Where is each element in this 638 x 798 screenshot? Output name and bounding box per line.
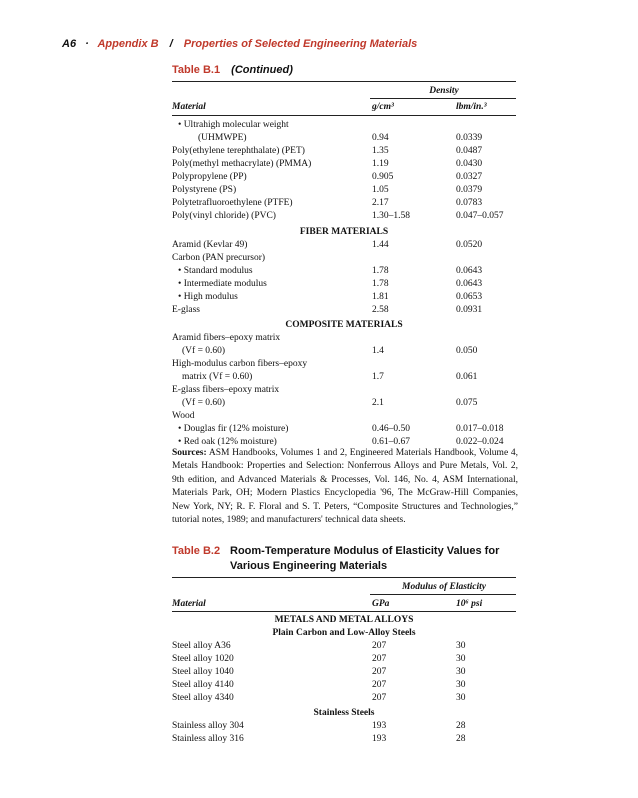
table-b2-column-header	[172, 598, 516, 611]
col-material: Material	[172, 102, 206, 112]
material-cell: matrix (Vf = 0.60)	[182, 372, 253, 382]
table-row	[172, 119, 516, 132]
density-g-cell: 1.81	[372, 292, 389, 302]
density-lb-cell: 0.047–0.057	[456, 211, 504, 221]
gpa-cell: 207	[372, 693, 387, 703]
table-row	[172, 410, 516, 423]
psi-cell: 30	[456, 654, 466, 664]
table-row	[172, 291, 516, 304]
table-b2-group-header	[172, 581, 516, 594]
density-g-cell: 1.78	[372, 266, 389, 276]
col-g-cm3: g/cm³	[372, 102, 394, 112]
material-cell: Carbon (PAN precursor)	[172, 253, 266, 263]
density-lb-cell: 0.050	[456, 346, 478, 356]
table-row	[172, 666, 516, 679]
table-row	[172, 145, 516, 158]
sources-note	[172, 447, 518, 527]
psi-cell: 28	[456, 721, 466, 731]
density-rule	[370, 98, 516, 99]
density-lb-cell: 0.017–0.018	[456, 424, 504, 434]
modulus-header: Modulus of Elasticity	[402, 582, 486, 592]
header-slash: /	[169, 38, 173, 50]
material-cell: Poly(vinyl chloride) (PVC)	[172, 211, 276, 221]
appendix-label: Appendix B	[97, 38, 159, 50]
table-row	[172, 397, 516, 410]
table-b1-top-rule	[172, 81, 516, 82]
material-cell: Aramid (Kevlar 49)	[172, 240, 248, 250]
density-g-cell: 1.05	[372, 185, 389, 195]
gpa-cell: 207	[372, 680, 387, 690]
density-lb-cell: 0.022–0.024	[456, 437, 504, 447]
table-b2-top-rule	[172, 577, 516, 578]
table-row	[172, 692, 516, 705]
table-b1-continued: (Continued)	[231, 64, 293, 76]
density-lb-cell: 0.0653	[456, 292, 483, 302]
table-b1-header-rule	[172, 115, 516, 116]
material-cell: Stainless alloy 304	[172, 721, 244, 731]
density-g-cell: 2.17	[372, 198, 389, 208]
table-b2-title: Room-Temperature Modulus of Elasticity Values for Various Engineering Materials	[230, 545, 500, 572]
table-b1-column-header	[172, 101, 516, 114]
material-cell: Steel alloy 1040	[172, 667, 234, 677]
material-cell: High-modulus carbon fibers–epoxy	[172, 359, 308, 369]
density-lb-cell: 0.0327	[456, 172, 483, 182]
table-row	[172, 239, 516, 252]
sources-label: Sources:	[172, 448, 207, 458]
psi-cell: 30	[456, 667, 466, 677]
density-lb-cell: 0.0931	[456, 305, 483, 315]
material-cell: Polytetrafluoroethylene (PTFE)	[172, 198, 293, 208]
table-b1-caption	[172, 64, 293, 76]
table-row	[172, 358, 516, 371]
density-g-cell: 1.7	[372, 372, 384, 382]
table-row	[172, 184, 516, 197]
material-cell: E-glass fibers–epoxy matrix	[172, 385, 280, 395]
table-row	[172, 653, 516, 666]
composite-materials-title: COMPOSITE MATERIALS	[285, 320, 403, 330]
table-row	[172, 252, 516, 265]
density-lb-cell: 0.0643	[456, 266, 483, 276]
material-cell: • High modulus	[178, 292, 238, 302]
col-psi: 10⁶ psi	[456, 599, 483, 609]
density-lb-cell: 0.0643	[456, 279, 483, 289]
density-g-cell: 0.905	[372, 172, 394, 182]
density-g-cell: 1.4	[372, 346, 384, 356]
gpa-cell: 193	[372, 721, 387, 731]
material-cell: • Standard modulus	[178, 266, 253, 276]
gpa-cell: 207	[372, 654, 387, 664]
density-lb-cell: 0.0430	[456, 159, 483, 169]
table-b1-label: Table B.1	[172, 64, 221, 76]
material-cell: Wood	[172, 411, 195, 421]
table-b2-caption	[172, 544, 510, 574]
material-cell: Steel alloy 4140	[172, 680, 234, 690]
material-cell: Poly(ethylene terephthalate) (PET)	[172, 146, 305, 156]
table-row	[172, 733, 516, 746]
plain-carbon-title: Plain Carbon and Low-Alloy Steels	[272, 628, 416, 638]
density-g-cell: 1.44	[372, 240, 389, 250]
table-b1-group-header	[172, 85, 516, 98]
table-row	[172, 423, 516, 436]
fiber-materials-title: FIBER MATERIALS	[299, 227, 389, 237]
page-number: A6	[62, 38, 77, 50]
table-row	[172, 345, 516, 358]
density-lb-cell: 0.0783	[456, 198, 483, 208]
col-gpa: GPa	[372, 599, 390, 609]
table-row	[172, 640, 516, 653]
density-g-cell: 1.78	[372, 279, 389, 289]
material-cell: Steel alloy 4340	[172, 693, 234, 703]
density-g-cell: 2.58	[372, 305, 389, 315]
material-cell: Steel alloy A36	[172, 641, 231, 651]
table-row	[172, 304, 516, 317]
stainless-title: Stainless Steels	[313, 708, 375, 718]
table-row	[172, 679, 516, 692]
material-cell: Aramid fibers–epoxy matrix	[172, 333, 281, 343]
table-row	[172, 197, 516, 210]
table-row	[172, 384, 516, 397]
density-lb-cell: 0.0339	[456, 133, 483, 143]
gpa-cell: 207	[372, 641, 387, 651]
material-cell: (UHMWPE)	[198, 133, 247, 143]
material-cell: • Douglas fir (12% moisture)	[178, 424, 289, 434]
psi-cell: 30	[456, 693, 466, 703]
density-header: Density	[429, 86, 459, 96]
table-row	[172, 210, 516, 223]
psi-cell: 30	[456, 680, 466, 690]
density-g-cell: 1.30–1.58	[372, 211, 410, 221]
material-cell: Steel alloy 1020	[172, 654, 234, 664]
sources-text: ASM Handbooks, Volumes 1 and 2, Engineered Materials Handbook, Volume 4, Metals Handbook: Properties and Selection: Nonferrous Alloys and Pure Metals, Vol. 2, 9th edition, and Advanced Materials & Processes, Vol. 146, No. 4, ASM International, Materials Park, OH; Modern Plastics Encyclopedia '96, The McGraw-Hill Companies, New York, NY; R. F. Floral and S. T. Peters, “Composite Structures and Technologies,” tutorial notes, 1989; and manufacturers' technical data sheets.	[172, 448, 518, 526]
table-row	[172, 132, 516, 145]
metals-title: METALS AND METAL ALLOYS	[274, 615, 414, 625]
table-b2-header-rule	[172, 611, 516, 612]
page-header	[62, 38, 417, 50]
col-material: Material	[172, 599, 206, 609]
gpa-cell: 193	[372, 734, 387, 744]
density-g-cell: 0.61–0.67	[372, 437, 410, 447]
material-cell: • Ultrahigh molecular weight	[178, 120, 289, 130]
col-lb-in3: lbm/in.³	[456, 102, 487, 112]
modulus-rule	[370, 594, 516, 595]
density-g-cell: 2.1	[372, 398, 384, 408]
table-b2-label: Table B.2	[172, 545, 221, 557]
density-g-cell: 1.19	[372, 159, 389, 169]
density-lb-cell: 0.0520	[456, 240, 483, 250]
table-row	[172, 158, 516, 171]
table-row	[172, 332, 516, 345]
material-cell: Stainless alloy 316	[172, 734, 244, 744]
density-lb-cell: 0.0379	[456, 185, 483, 195]
appendix-title: Properties of Selected Engineering Materials	[183, 38, 418, 50]
material-cell: • Red oak (12% moisture)	[178, 437, 277, 447]
table-row	[172, 720, 516, 733]
material-cell: Polypropylene (PP)	[172, 172, 247, 182]
table-row	[172, 265, 516, 278]
density-lb-cell: 0.075	[456, 398, 478, 408]
material-cell: (Vf = 0.60)	[182, 346, 226, 356]
density-lb-cell: 0.0487	[456, 146, 483, 156]
material-cell: Poly(methyl methacrylate) (PMMA)	[172, 159, 312, 169]
density-lb-cell: 0.061	[456, 372, 478, 382]
psi-cell: 28	[456, 734, 466, 744]
header-separator: ·	[85, 38, 89, 50]
density-g-cell: 0.94	[372, 133, 389, 143]
density-g-cell: 0.46–0.50	[372, 424, 410, 434]
psi-cell: 30	[456, 641, 466, 651]
table-row	[172, 171, 516, 184]
material-cell: E-glass	[172, 305, 200, 315]
gpa-cell: 207	[372, 667, 387, 677]
material-cell: • Intermediate modulus	[178, 279, 267, 289]
density-g-cell: 1.35	[372, 146, 389, 156]
table-row	[172, 371, 516, 384]
table-row	[172, 278, 516, 291]
material-cell: (Vf = 0.60)	[182, 398, 226, 408]
material-cell: Polystyrene (PS)	[172, 185, 237, 195]
